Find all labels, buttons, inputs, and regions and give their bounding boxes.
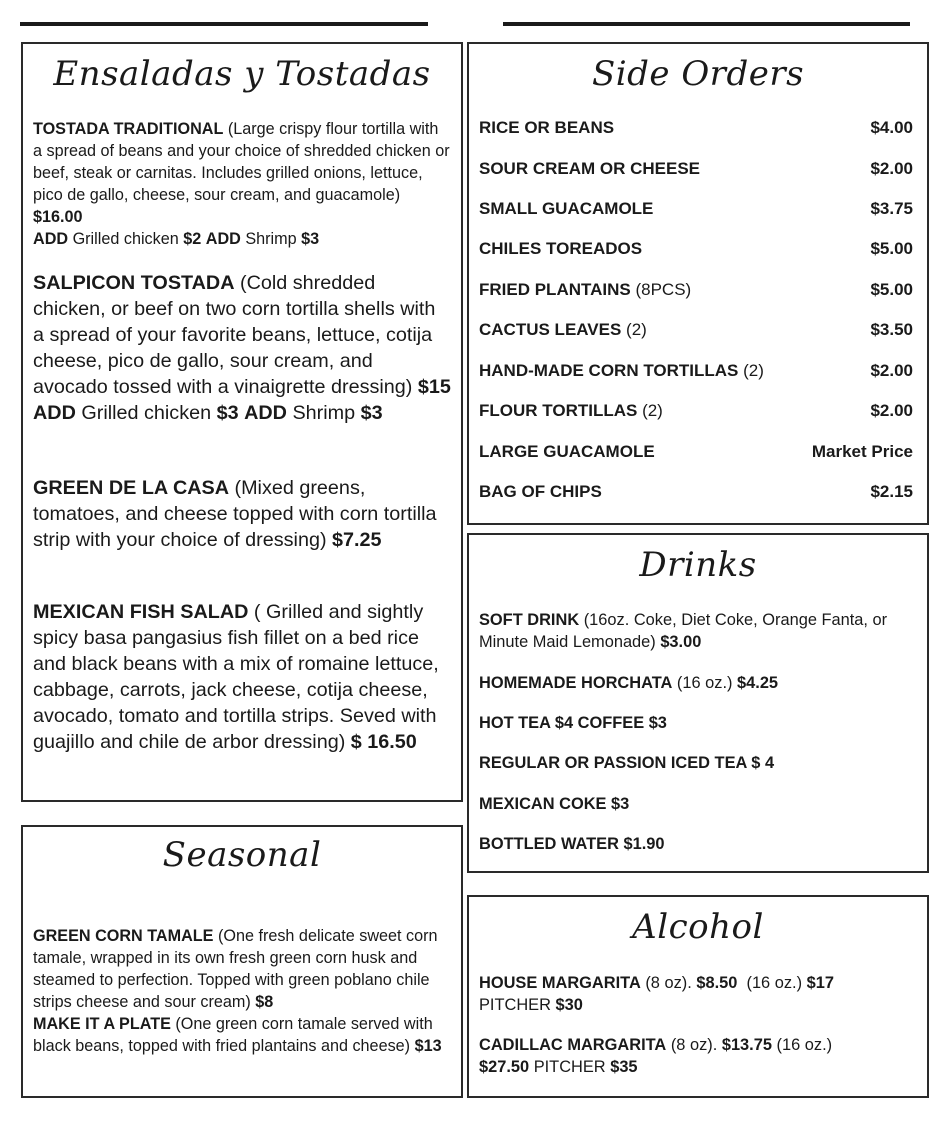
drink-item: REGULAR OR PASSION ICED TEA $ 4 [479,754,775,772]
drink-item: MEXICAN COKE $3 [479,795,630,813]
side-item: FRIED PLANTAINS (8PCS) $5.00 [479,280,913,299]
top-rule-left [20,22,428,26]
side-item: FLOUR TORTILLAS (2) $2.00 [479,401,913,420]
side-item: RICE OR BEANS $4.00 [479,118,913,137]
top-rule-right [503,22,910,26]
drink-item: SOFT DRINK (16oz. Coke, Diet Coke, Orange Fanta, or Minute Maid Lemonade) $3.00 [479,611,888,651]
ensaladas-section [21,42,463,802]
side-item: BAG OF CHIPS $2.15 [479,482,913,501]
side-orders-section [467,42,929,525]
side-item: CHILES TOREADOS $5.00 [479,239,913,258]
menu-item-tostada-traditional: TOSTADA TRADITIONAL (Large crispy flour tortilla with a spread of beans and your choice of shredded chicken or beef, steak or carnitas. Includes grilled onions, lettuce, pico de gallo, cheese, sour cream, and guacamole) $16.00 ADD Grilled chicken $2 ADD Shrimp $3 [33,120,450,248]
side-item: LARGE GUACAMOLE Market Price [479,442,913,461]
side-orders-title: Side Orders [591,54,805,94]
alcohol-item: CADILLAC MARGARITA (8 oz). $13.75 (16 oz.) $27.50 PITCHER $35 [479,1036,833,1076]
menu-item-green-de-la-casa: GREEN DE LA CASA (Mixed greens, tomatoes, and cheese topped with corn tortilla strip with your choice of dressing) $7.25 [33,477,437,551]
menu-item-salpicon-tostada: SALPICON TOSTADA (Cold shredded chicken, or beef on two corn tortilla shells with a spread of your favorite beans, lettuce, cotija cheese, pico de gallo, sour cream, and avocado tossed with a vinaigrette dressing) $15 ADD Grilled chicken $3 ADD Shrimp $3 [33,272,451,424]
ensaladas-title: Ensaladas y Tostadas [53,54,431,94]
drink-item: HOMEMADE HORCHATA (16 oz.) $4.25 [479,674,779,692]
menu-item-mexican-fish-salad: MEXICAN FISH SALAD ( Grilled and sightly spicy basa pangasius fish fillet on a bed rice and black beans with a mix of romaine lettuce, cabbage, carrots, jack cheese, cotija cheese, avocado, tomato and tortilla strips. Seved with guajillo and chile de arbor dressing) $ 16.50 [33,601,439,753]
alcohol-title: Alcohol [632,907,764,947]
side-item: SOUR CREAM OR CHEESE $2.00 [479,159,913,178]
side-item: CACTUS LEAVES (2) $3.50 [479,320,913,339]
alcohol-section [467,895,929,1098]
drinks-section [467,533,929,873]
drink-item: HOT TEA $4 COFFEE $3 [479,714,667,732]
alcohol-item: HOUSE MARGARITA (8 oz). $8.50 (16 oz.) $17 PITCHER $30 [479,974,834,1014]
drink-item: BOTTLED WATER $1.90 [479,835,665,853]
menu-item-green-corn-tamale: GREEN CORN TAMALE (One fresh delicate sweet corn tamale, wrapped in its own fresh green corn husk and steamed to perfection. Topped with green poblano chile strips cheese and sour cream) $8 MAKE IT A PLATE (One green corn tamale served with black beans, topped with fried plantains and cheese) $13 [33,927,442,1055]
drinks-title: Drinks [639,545,757,585]
seasonal-title: Seasonal [162,835,322,875]
side-item: HAND-MADE CORN TORTILLAS (2) $2.00 [479,361,913,380]
side-item: SMALL GUACAMOLE $3.75 [479,199,913,218]
seasonal-section [21,825,463,1098]
